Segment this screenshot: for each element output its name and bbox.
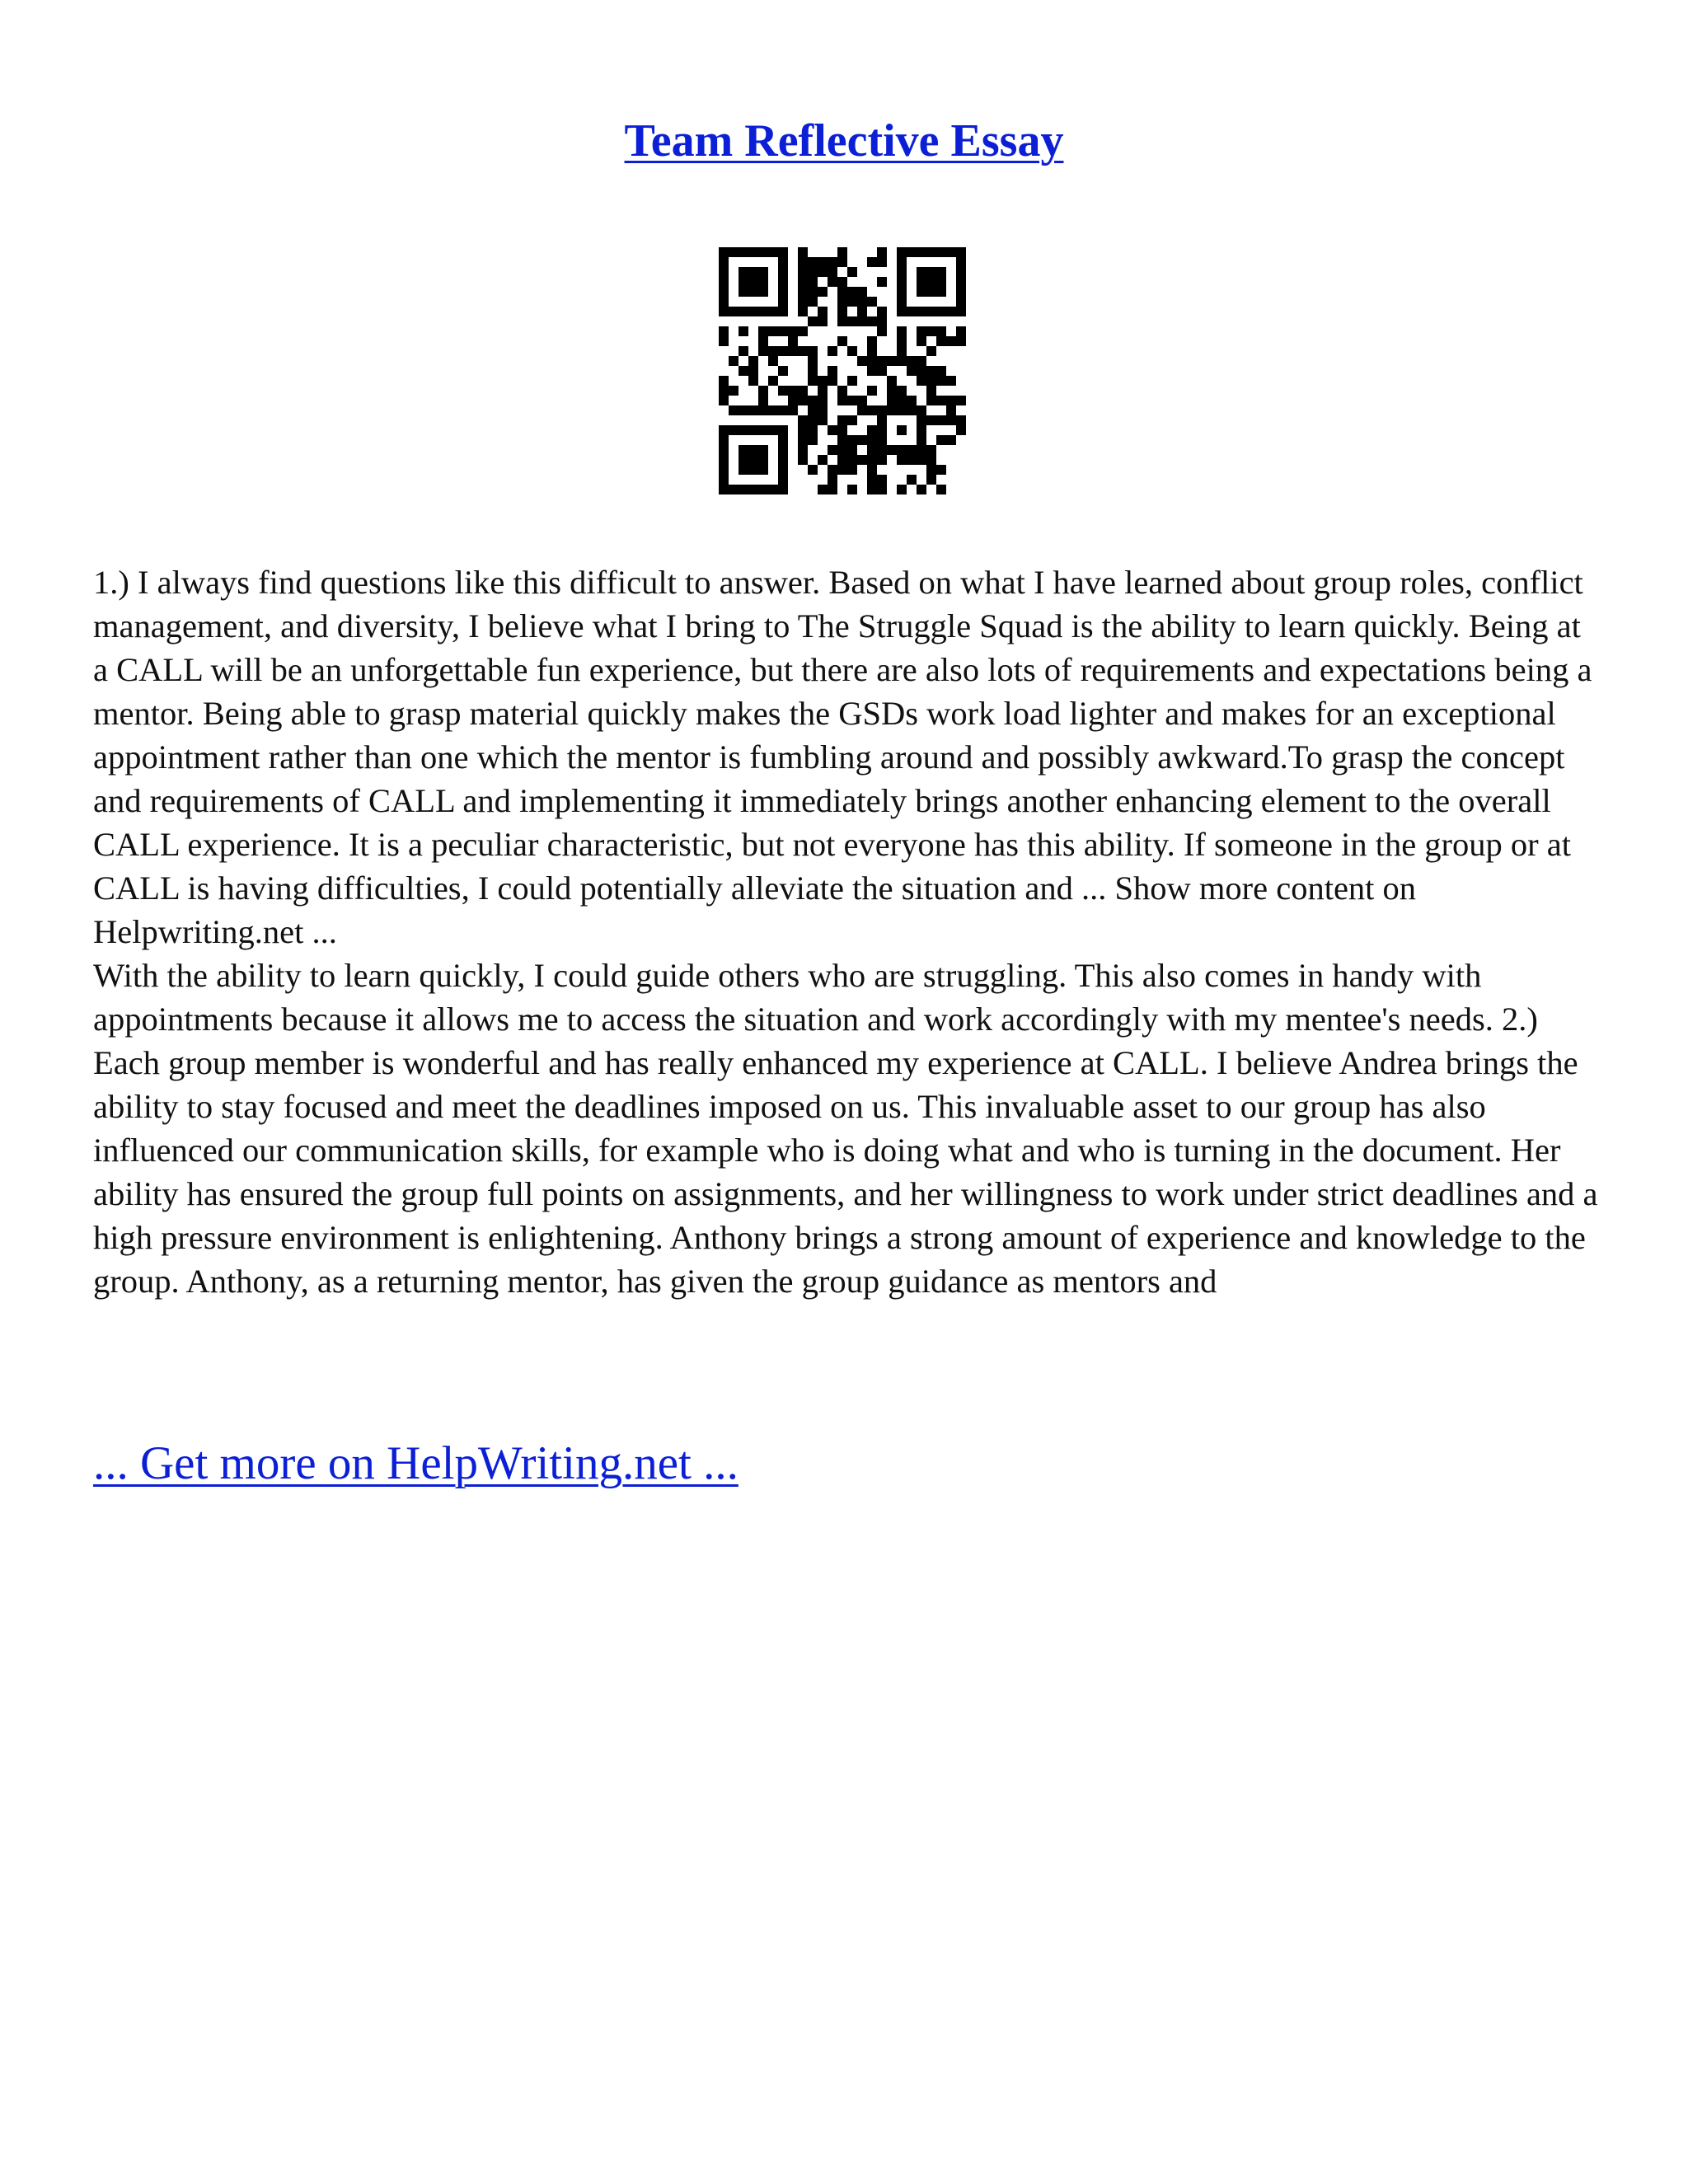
paragraph-2: With the ability to learn quickly, I could guide others who are struggling. This also comes in handy with appointments because it allows me to access the situation and work accordingly with my mentee's needs. 2.) Each group member is wonderful and has really enhanced my experience at CALL. I believe Andrea brings the ability to stay focused and meet the deadlines imposed on us. This invaluable asset to our group has also influenced our communication skills, for example who is doing what and who is turning in the document. Her ability has ensured the group full points on assignments, and her willingness to work under strict deadlines and a high pressure environment is enlightening. Anthony brings a strong amount of experience and knowledge to the group. Anthony, as a returning mentor, has given the group guidance as mentors and [93,957,1598,1300]
get-more-link-container [93,1436,738,1492]
page-title [0,114,1688,169]
qr-code-icon [719,247,966,494]
get-more-link[interactable]: ... Get more on HelpWriting.net ... [93,1437,738,1489]
essay-body [93,560,1601,1303]
title-link[interactable]: Team Reflective Essay [624,115,1064,166]
paragraph-1: 1.) I always find questions like this difficult to answer. Based on what I have learned about group roles, conflict management, and diversity, I believe what I bring to The Struggle Squad is the ability to learn quickly. Being at a CALL will be an unforgettable fun experience, but there are also lots of requirements and expectations being a mentor. Being able to grasp material quickly makes the GSDs work load lighter and makes for an exceptional appointment rather than one which the mentor is fumbling around and possibly awkward.To grasp the concept and requirements of CALL and implementing it immediately brings another enhancing element to the overall CALL experience. It is a peculiar characteristic, but not everyone has this ability. If someone in the group or at CALL is having difficulties, I could potentially alleviate the situation and ... Show more content on Helpwriting.net ... [93,564,1592,950]
